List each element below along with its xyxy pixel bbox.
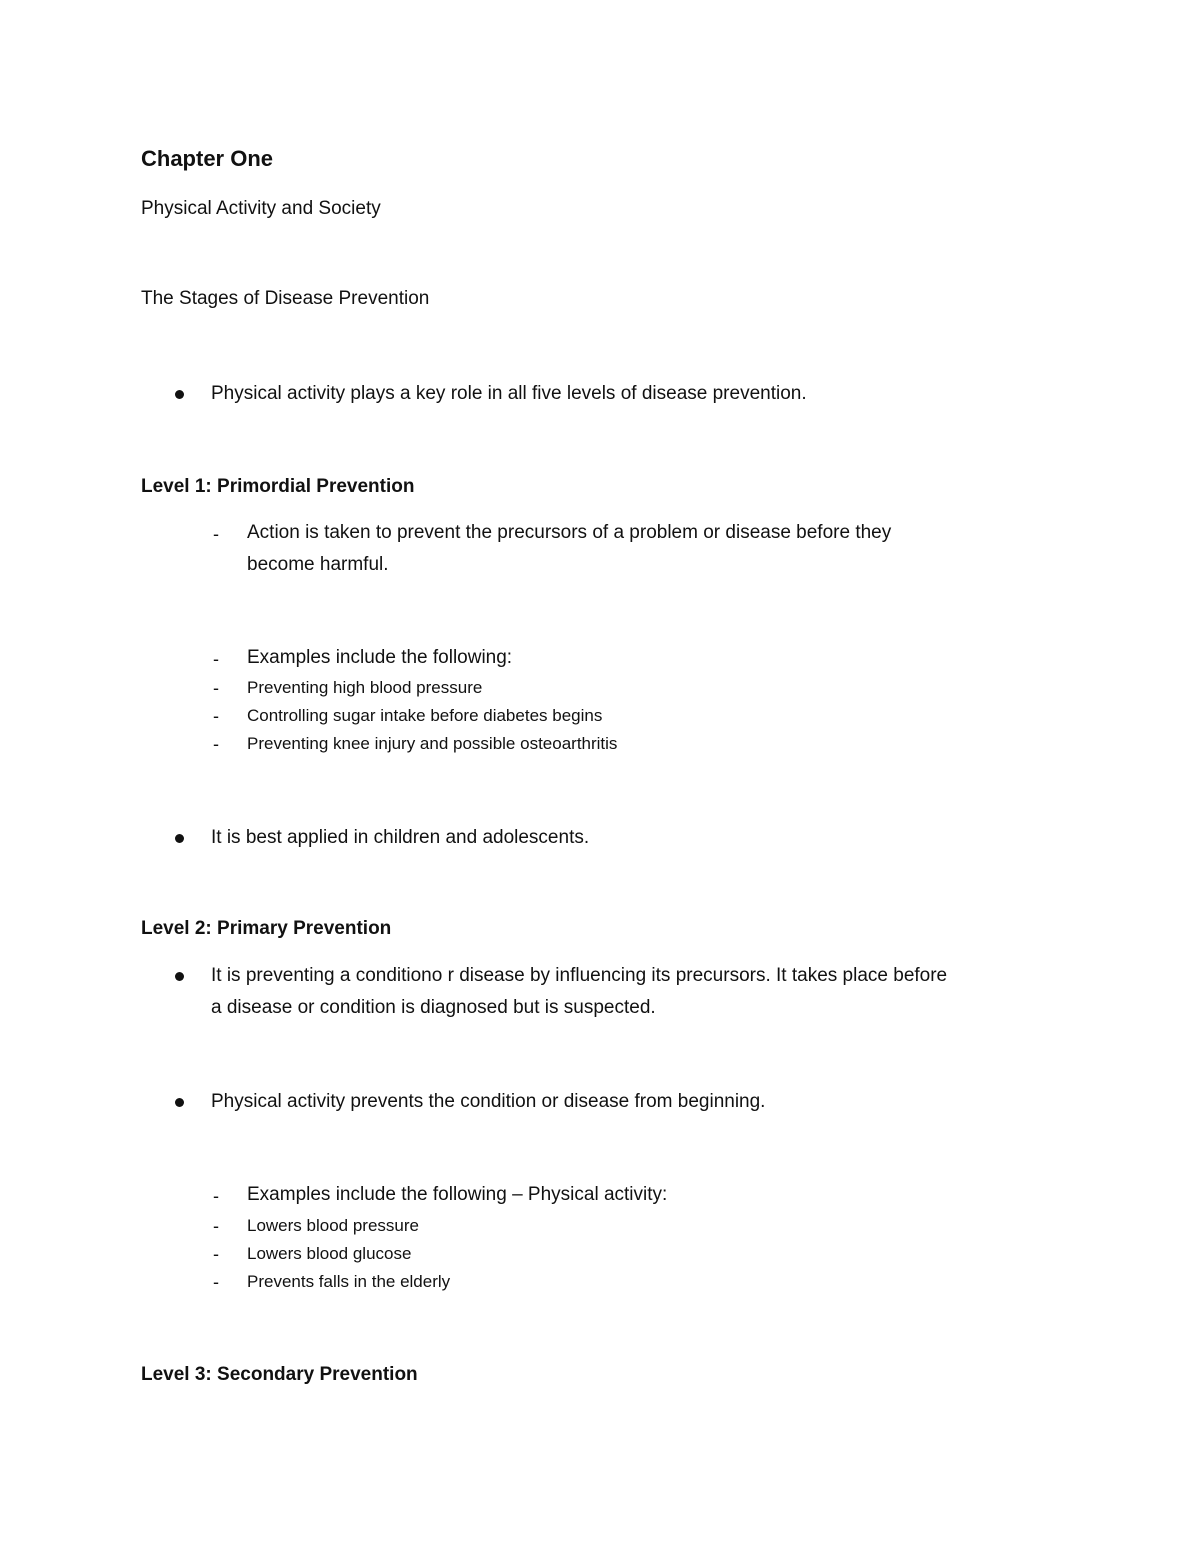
level2-examples-intro: Examples include the following – Physical activity:: [247, 1184, 668, 1205]
dash-icon: -: [213, 1244, 219, 1264]
chapter-subtitle: Physical Activity and Society: [141, 198, 381, 219]
level1-examples-intro: Examples include the following:: [247, 647, 513, 668]
level1-action-line2: become harmful.: [247, 554, 389, 575]
level2-bullet1-line2: a disease or condition is diagnosed but is suspected.: [211, 997, 656, 1018]
dash-icon: -: [213, 1272, 219, 1292]
level2-example-item: Lowers blood glucose: [247, 1244, 412, 1263]
level2-example-item: Lowers blood pressure: [247, 1216, 419, 1235]
bullet-icon: [175, 390, 184, 399]
bullet-icon: [175, 834, 184, 843]
chapter-title: Chapter One: [141, 146, 274, 171]
dash-icon: -: [213, 649, 219, 669]
dash-icon: -: [213, 524, 219, 544]
level2-example-item: Prevents falls in the elderly: [247, 1272, 451, 1291]
dash-icon: -: [213, 706, 219, 726]
dash-icon: -: [213, 1216, 219, 1236]
level2-heading: Level 2: Primary Prevention: [141, 918, 392, 939]
section-title: The Stages of Disease Prevention: [141, 288, 430, 309]
level1-example-item: Controlling sugar intake before diabetes begins: [247, 706, 603, 725]
bullet-icon: [175, 1098, 184, 1107]
level1-heading: Level 1: Primordial Prevention: [141, 476, 415, 497]
level3-heading: Level 3: Secondary Prevention: [141, 1364, 418, 1385]
intro-bullet-text: Physical activity plays a key role in all five levels of disease prevention.: [211, 383, 807, 404]
dash-icon: -: [213, 678, 219, 698]
level2-bullet1-line1: It is preventing a conditiono r disease by influencing its precursors. It takes place before: [211, 965, 948, 986]
level1-example-item: Preventing knee injury and possible osteoarthritis: [247, 734, 618, 753]
dash-icon: -: [213, 734, 219, 754]
bullet-icon: [175, 972, 184, 981]
level1-note-bullet: It is best applied in children and adolescents.: [211, 827, 590, 848]
level1-example-item: Preventing high blood pressure: [247, 678, 483, 697]
level2-bullet2: Physical activity prevents the condition or disease from beginning.: [211, 1091, 766, 1112]
dash-icon: -: [213, 1186, 219, 1206]
level1-action-line1: Action is taken to prevent the precursors of a problem or disease before they: [247, 522, 892, 543]
